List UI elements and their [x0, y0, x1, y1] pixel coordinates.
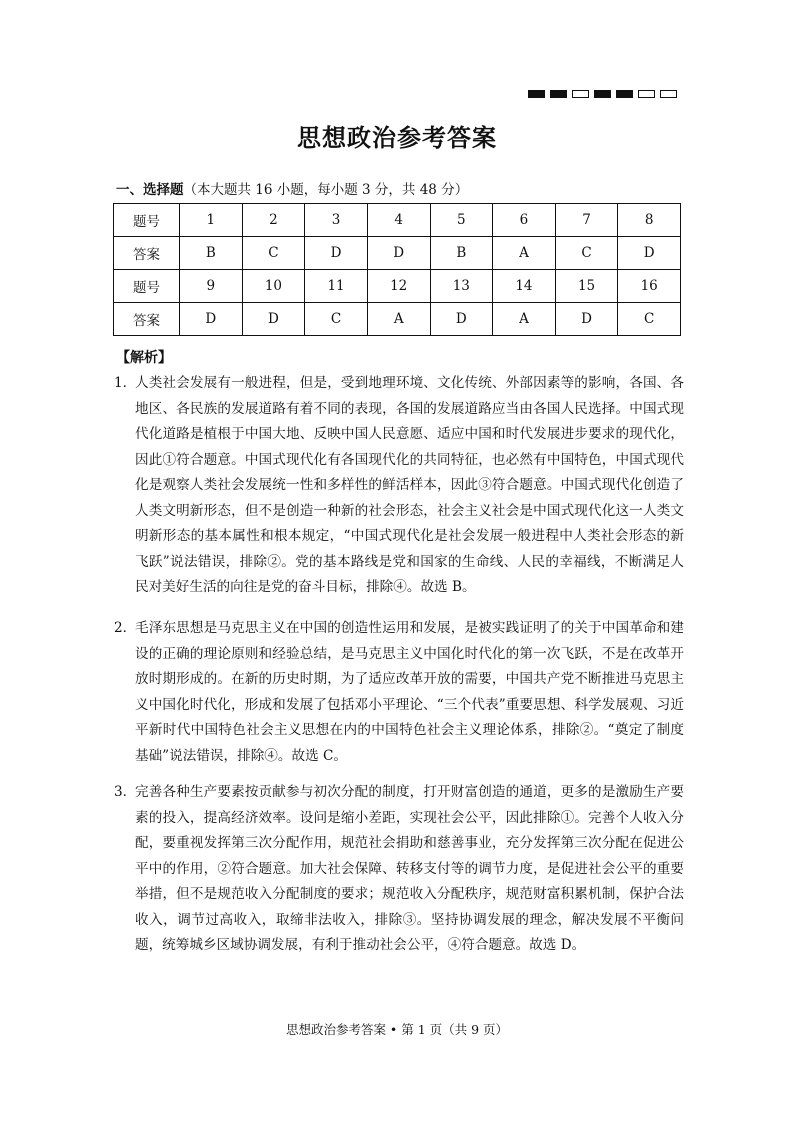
table-cell: 4 — [367, 204, 430, 237]
item-text: 完善各种生产要素按贡献参与初次分配的制度，打开财富创造的通道，更多的是激励生产要素的投入，提高经济效率。设问是缩小差距，实现社会公平，因此排除①。完善个人收入分配，要重视发挥第三次分配作用，规范社会捐助和慈善事业，充分发挥第三次分配在促进公平中的作用，②符合题意。加大社会保障、转移支付等的调节力度，是促进社会公平的重要举措，但不是规范收入分配制度的要求；规范收入分配秩序，规范财富积累机制，保护合法收入，调节过高收入，取缔非法收入，排除③。坚持协调发展的理念，解决发展不平衡问题，统筹城乡区域协调发展，有利于推动社会公平，④符合题意。故选 D。 — [135, 784, 684, 953]
item-number: 2． — [114, 620, 137, 636]
table-cell: D — [555, 303, 618, 336]
section-note: （本大题共 16 小题，每小题 3 分，共 48 分） — [183, 182, 469, 198]
row-label: 题号 — [114, 270, 180, 303]
item-text: 人类社会发展有一般进程，但是，受到地理环境、文化传统、外部因素等的影响，各国、各地区、各民族的发展道路有着不同的表现，各国的发展道路应当由各国人民选择。中国式现代化道路是植根于中国大地、反映中国人民意愿、适应中国和时代发展进步要求的现代化，因此①符合题意。中国式现代化有各国现代化的共同特征，也必然有中国特色，中国式现代化是观察人类社会发展统一性和多样性的鲜活样本，因此③符合题意。中国式现代化创造了人类文明新形态，但不是创造一种新的社会形态，社会主义社会是中国式现代化这一人类文明新形态的基本属性和根本规定，“中国式现代化是社会发展一般进程中人类社会形态的新飞跃”说法错误，排除②。党的基本路线是党和国家的生命线、人民的幸福线，不断满足人民对美好生活的向往是党的奋斗目标，排除④。故选 B。 — [135, 375, 684, 595]
table-row — [114, 270, 681, 303]
analysis-item-1 — [114, 371, 684, 601]
table-cell: 9 — [180, 270, 243, 303]
row-label: 答案 — [114, 303, 180, 336]
table-cell: 8 — [618, 204, 681, 237]
table-cell: A — [493, 303, 556, 336]
table-cell: C — [618, 303, 681, 336]
table-cell: A — [367, 303, 430, 336]
item-number: 3． — [114, 784, 137, 800]
header-mark — [572, 90, 589, 98]
header-mark — [528, 90, 545, 98]
table-row — [114, 237, 681, 270]
table-cell: A — [493, 237, 556, 270]
table-cell: 6 — [493, 204, 556, 237]
table-cell: 15 — [555, 270, 618, 303]
header-mark — [638, 90, 655, 98]
row-label: 题号 — [114, 204, 180, 237]
header-mark — [616, 90, 633, 98]
table-cell: 12 — [367, 270, 430, 303]
answer-table — [113, 203, 681, 336]
table-row — [114, 303, 681, 336]
row-label: 答案 — [114, 237, 180, 270]
table-cell: D — [367, 237, 430, 270]
header-mark — [660, 90, 677, 98]
table-cell: 5 — [430, 204, 493, 237]
table-cell: 13 — [430, 270, 493, 303]
table-cell: 7 — [555, 204, 618, 237]
section-label: 一、选择题 — [116, 182, 184, 198]
table-cell: D — [242, 303, 305, 336]
analysis-heading: 【解析】 — [116, 350, 172, 366]
table-cell: 11 — [305, 270, 368, 303]
header-marks — [528, 90, 677, 98]
table-cell: C — [305, 303, 368, 336]
item-text: 毛泽东思想是马克思主义在中国的创造性运用和发展，是被实践证明了的关于中国革命和建设的正确的理论原则和经验总结，是马克思主义中国化时代化的第一次飞跃，不是在改革开放时期形成的。在新的历史时期，为了适应改革开放的需要，中国共产党不断推进马克思主义中国化时代化，形成和发展了包括邓小平理论、“三个代表”重要思想、科学发展观、习近平新时代中国特色社会主义思想在内的中国特色社会主义理论体系，排除②。“奠定了制度基础”说法错误，排除④。故选 C。 — [135, 620, 684, 764]
header-mark — [594, 90, 611, 98]
table-cell: D — [430, 303, 493, 336]
table-cell: D — [180, 303, 243, 336]
page-title: 思想政治参考答案 — [297, 123, 497, 152]
table-cell: 10 — [242, 270, 305, 303]
table-cell: D — [618, 237, 681, 270]
header-mark — [550, 90, 567, 98]
page-footer: 思想政治参考答案 • 第 1 页（共 9 页） — [285, 1022, 509, 1037]
table-cell: B — [180, 237, 243, 270]
item-number: 1． — [114, 375, 137, 391]
table-cell: D — [305, 237, 368, 270]
table-cell: C — [555, 237, 618, 270]
section-heading — [116, 178, 468, 198]
analysis-item-3 — [114, 780, 684, 959]
table-cell: 16 — [618, 270, 681, 303]
table-row — [114, 204, 681, 237]
table-cell: B — [430, 237, 493, 270]
table-cell: 14 — [493, 270, 556, 303]
table-cell: 3 — [305, 204, 368, 237]
table-cell: 2 — [242, 204, 305, 237]
table-cell: C — [242, 237, 305, 270]
analysis-item-2 — [114, 616, 684, 769]
table-cell: 1 — [180, 204, 243, 237]
